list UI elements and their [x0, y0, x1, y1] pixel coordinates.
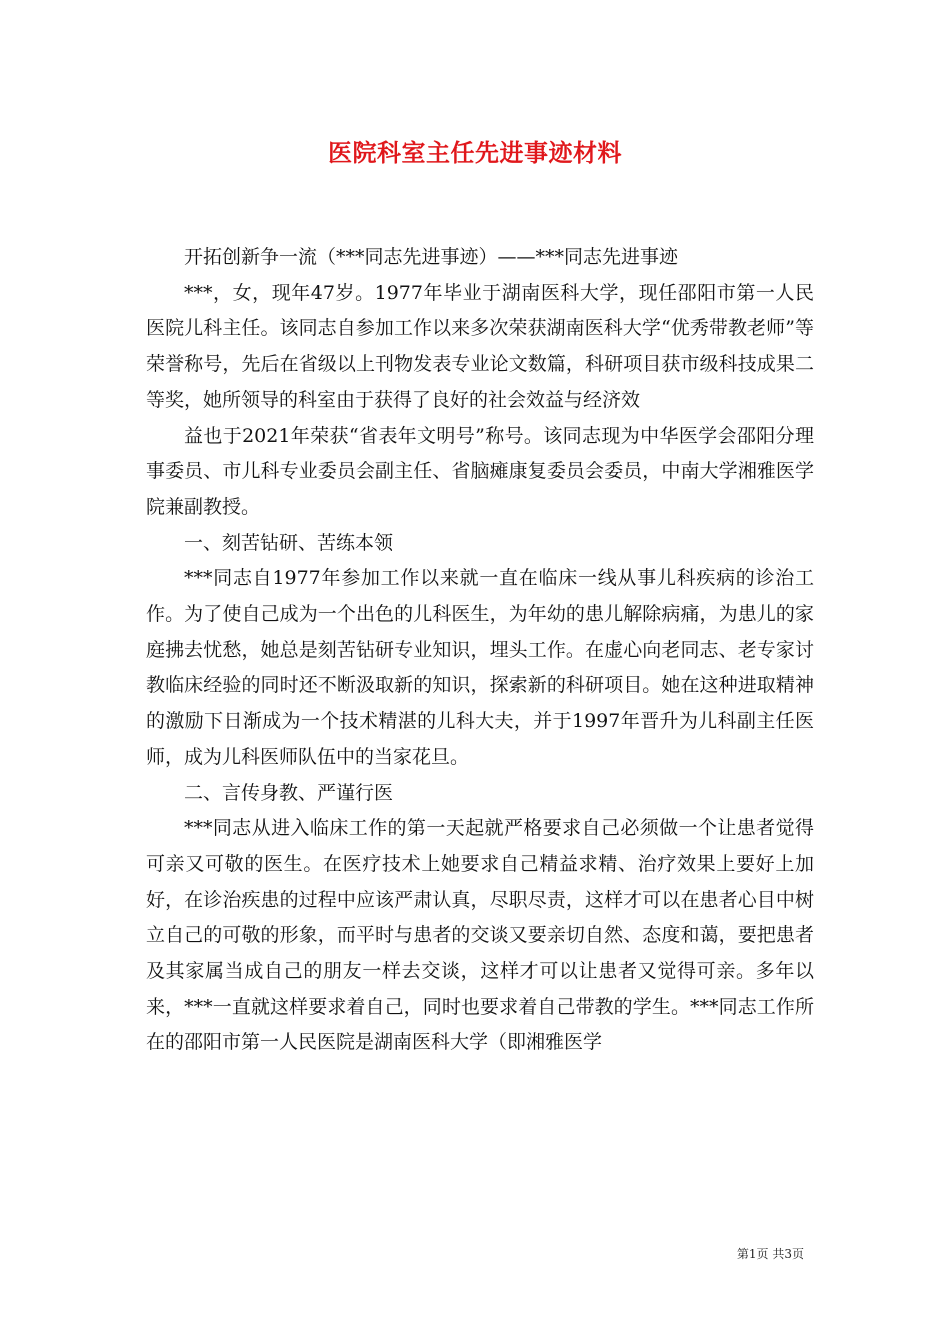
section-heading-one: 一、刻苦钻研、苦练本领	[184, 531, 394, 554]
paragraph-section-one: ***同志自1977年参加工作以来就一直在临床一线从事儿科疾病的诊治工作。为了使自己成为一个出色的儿科医生，为年幼的患儿解除病痛，为患儿的家庭拂去忧愁，她总是刻苦钻研专业知识，埋头工作。在虚心向老同志、老专家讨教临床经验的同时还不断汲取新的知识，探索新的科研项目。她在这种进取精神的激励下日渐成为一个技术精湛的儿科大夫，并于1997年晋升为儿科副主任医师，成为儿科医师队伍中的当家花旦。	[146, 567, 814, 768]
paragraph-heading-line: 开拓创新争一流（***同志先进事迹）——***同志先进事迹	[184, 246, 679, 268]
page-number: 第1页 共3页	[736, 1247, 804, 1261]
section-heading-two: 二、言传身教、严谨行医	[184, 781, 394, 804]
paragraph-honors: 益也于2021年荣获“省表年文明号”称号。该同志现为中华医学会邵阳分理事委员、市儿科专业委员会副主任、省脑瘫康复委员会委员，中南大学湘雅医学院兼副教授。	[146, 424, 814, 518]
document-body	[146, 240, 814, 1061]
paragraph-section-two: ***同志从进入临床工作的第一天起就严格要求自己必须做一个让患者觉得可亲又可敬的医生。在医疗技术上她要求自己精益求精、治疗效果上要好上加好，在诊治疾患的过程中应该严肃认真，尽职尽责，这样才可以在患者心目中树立自己的可敬的形象，而平时与患者的交谈又要亲切自然、态度和蔼，要把患者及其家属当成自己的朋友一样去交谈，这样才可以让患者又觉得可亲。多年以来，***一直就这样要求着自己，同时也要求着自己带教的学生。***同志工作所在的邵阳市第一人民医院是湖南医科大学（即湘雅医学	[146, 817, 814, 1054]
paragraph-intro: ***，女，现年47岁。1977年毕业于湖南医科大学，现任邵阳市第一人民医院儿科主任。该同志自参加工作以来多次荣获湖南医科大学“优秀带教老师”等荣誉称号，先后在省级以上刊物发表专业论文数篇，科研项目获市级科技成果二等奖，她所领导的科室由于获得了良好的社会效益与经济效	[146, 281, 814, 411]
document-title: 医院科室主任先进事迹材料	[328, 138, 622, 167]
